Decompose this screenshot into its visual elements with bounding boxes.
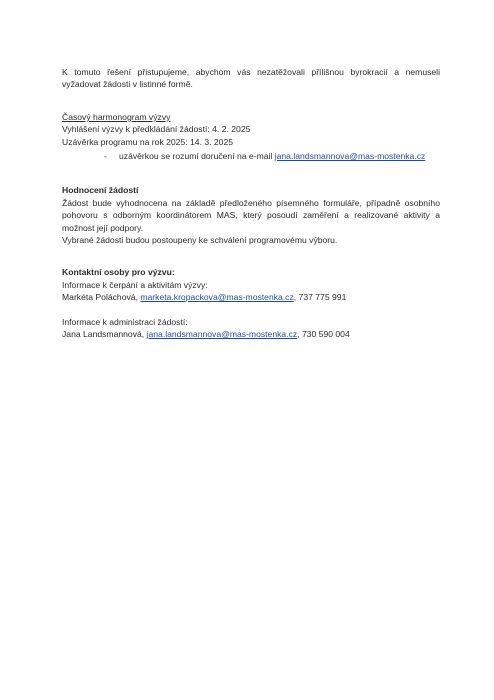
contacts-section (62, 266, 440, 340)
intro-paragraph (62, 66, 440, 91)
evaluation-section (62, 184, 440, 246)
intro-line-1: K tomuto řešení přistupujeme, abychom vás nezatěžovali přílišnou byrokracií a nemuseli (62, 67, 440, 77)
bullet-dash: - (104, 151, 107, 162)
admin-contact (62, 328, 440, 340)
bullet-email-link[interactable]: jana.landsmannova@mas-mostenka.cz (274, 151, 426, 162)
admin-label: Informace k administraci žádostí: (62, 316, 188, 327)
activities-contact (62, 291, 440, 303)
evaluation-line-4: Vybrané žádosti budou postoupeny ke schválení programovému výboru. (62, 235, 338, 246)
activities-label: Informace k čerpání a aktivitám výzvy: (62, 279, 208, 290)
bullet-text: uzávěrkou se rozumí doručení na e-mail (119, 151, 275, 162)
intro-line-2: vyžadovat žádosti v listinné formě. (62, 79, 193, 90)
schedule-deadline: Uzávěrka programu na rok 2025: 14. 3. 2025 (62, 136, 234, 147)
admin-phone: , 730 590 004 (297, 329, 350, 340)
contacts-heading: Kontaktní osoby pro výzvu: (62, 267, 175, 278)
document-content (62, 66, 440, 341)
activities-name: Markéta Poláchová, (62, 292, 141, 303)
evaluation-line-3: možnost její podpory. (62, 222, 144, 233)
schedule-heading: Časový harmonogram výzvy (62, 111, 171, 122)
admin-name: Jana Landsmannová, (62, 329, 147, 340)
schedule-announce: Vyhlášení výzvy k předkládání žádostí: 4. 2. 2025 (62, 124, 251, 135)
evaluation-line-2: pohovoru s odborným koordinátorem MAS, který posoudí zaměření a realizované aktivity a (62, 210, 440, 221)
activities-email-link[interactable]: marketa.kropackova@mas-mostenka.cz (140, 292, 294, 303)
schedule-section (62, 111, 440, 163)
activities-phone: , 737 775 991 (293, 292, 347, 303)
evaluation-heading: Hodnocení žádostí (62, 185, 139, 196)
schedule-bullet (104, 150, 440, 162)
bullet-text-wrap (119, 150, 425, 162)
evaluation-line-1: Žádost bude vyhodnocena na základě předloženého písemného formuláře, případně osobního (62, 197, 440, 208)
admin-email-link[interactable]: jana.landsmannova@mas-mostenka.cz (146, 329, 298, 340)
